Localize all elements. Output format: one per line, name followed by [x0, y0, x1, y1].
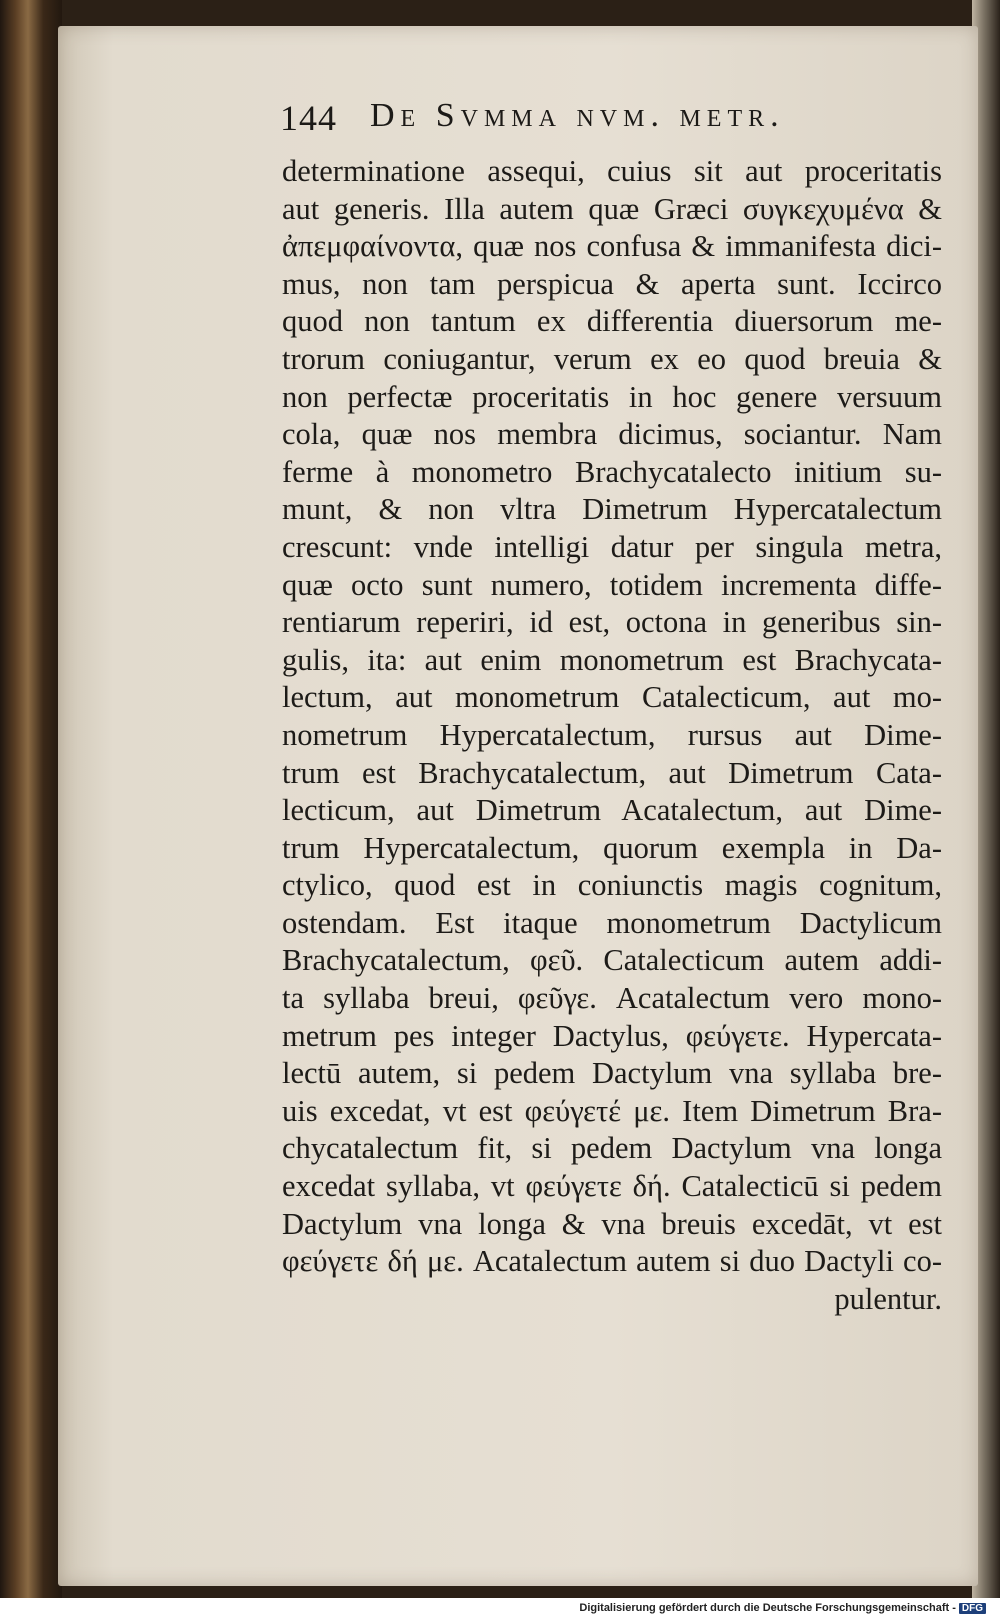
- text-line: Brachycatalectum, φεῦ. Catalecticum autem addi-: [282, 943, 942, 978]
- book-binding: [0, 0, 62, 1598]
- text-line: cola, quæ nos membra dicimus, sociantur. Nam: [282, 417, 942, 452]
- text-line: lecticum, aut Dimetrum Acatalectum, aut Dime-: [282, 793, 942, 828]
- text-line: trorum coniugantur, verum ex eo quod breuia &: [282, 341, 942, 376]
- text-line: ferme à monometro Brachycatalecto initium su-: [282, 454, 942, 489]
- page-number: 144: [280, 98, 337, 138]
- text-line: φεύγετε δή με. Acatalectum autem si duo Dactyli co-: [282, 1244, 942, 1279]
- text-line: ἀπεμφαίνοντα, quæ nos confusa & immanifesta dici-: [282, 229, 942, 264]
- text-line: gulis, ita: aut enim monometrum est Brachycata-: [282, 642, 942, 677]
- running-title: De Svmma nvm. metr.: [370, 97, 785, 134]
- text-line: ctylico, quod est in coniunctis magis cognitum,: [282, 868, 942, 903]
- text-line: munt, & non vltra Dimetrum Hypercatalectum: [282, 492, 942, 527]
- text-line: quæ octo sunt numero, totidem incrementa diffe-: [282, 567, 942, 602]
- text-line: quod non tantum ex differentia diuersorum me-: [282, 304, 942, 339]
- text-line: non perfectæ proceritatis in hoc genere versuum: [282, 379, 942, 414]
- credit-text: Digitalisierung gefördert durch die Deutsche Forschungsgemeinschaft -: [579, 1602, 956, 1614]
- text-line: uis excedat, vt est φεύγετέ με. Item Dimetrum Bra-: [282, 1093, 942, 1128]
- text-line: pulentur.: [834, 1281, 942, 1316]
- page-header: [220, 95, 920, 145]
- text-line: determinatione assequi, cuius sit aut proceritatis: [282, 154, 942, 188]
- text-line: ta syllaba breui, φεῦγε. Acatalectum vero mono-: [282, 981, 942, 1016]
- text-line: crescunt: vnde intelligi datur per singula metra,: [282, 529, 942, 564]
- text-line: aut generis. Illa autem quæ Græci συγκεχυμένα &: [282, 191, 942, 226]
- text-line: rentiarum reperiri, id est, octona in generibus sin-: [282, 605, 942, 640]
- text-line: excedat syllaba, vt φεύγετε δή. Catalecticū si pedem: [282, 1169, 942, 1204]
- text-line: lectū autem, si pedem Dactylum vna syllaba bre-: [282, 1056, 942, 1091]
- text-line: mus, non tam perspicua & aperta sunt. Iccirco: [282, 266, 942, 301]
- dfg-logo: DFG: [959, 1603, 986, 1614]
- text-line: trum est Brachycatalectum, aut Dimetrum Cata-: [282, 755, 942, 790]
- digitization-credit: [579, 1602, 986, 1614]
- body-text: [282, 153, 942, 1318]
- text-line: trum Hypercatalectum, quorum exempla in Da-: [282, 830, 942, 865]
- text-line: metrum pes integer Dactylus, φεύγετε. Hypercata-: [282, 1018, 942, 1053]
- text-line: lectum, aut monometrum Catalecticum, aut mo-: [282, 680, 942, 715]
- text-line: chycatalectum fit, si pedem Dactylum vna longa: [282, 1131, 942, 1166]
- text-line: nometrum Hypercatalectum, rursus aut Dime-: [282, 717, 942, 752]
- text-line: ostendam. Est itaque monometrum Dactylicum: [282, 905, 942, 940]
- text-line: Dactylum vna longa & vna breuis excedāt, vt est: [282, 1206, 942, 1241]
